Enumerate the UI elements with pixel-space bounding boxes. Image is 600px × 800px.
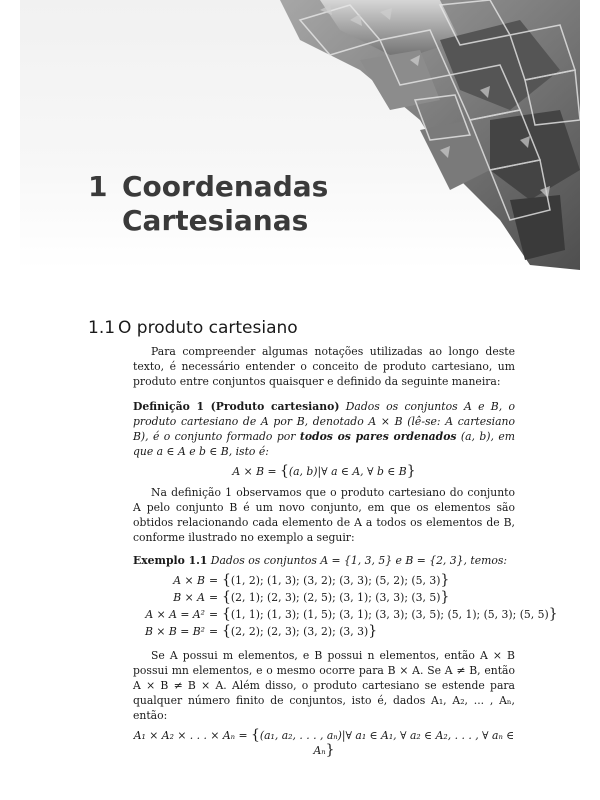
- equation-row: [143, 589, 560, 606]
- equation-equals: =: [208, 574, 218, 587]
- equation-row: [143, 572, 560, 589]
- chapter-heading: [88, 170, 328, 238]
- example-text: Dados os conjuntos A = {1, 3, 5} e B = {2, 3}, temos:: [210, 554, 508, 567]
- definition-formula-rhs: (a, b)|∀ a ∈ A, ∀ b ∈ B: [288, 465, 407, 478]
- definition-block: [133, 399, 515, 459]
- section-title: O produto cartesiano: [118, 318, 298, 338]
- chapter-title-line2: Cartesianas: [122, 204, 309, 237]
- equation-lhs: B × B = B²: [145, 625, 205, 638]
- equation-rhs: {(1, 1); (1, 3); (1, 5); (3, 1); (3, 3); (3, 5); (5, 1); (5, 3); (5, 5)}: [222, 606, 558, 622]
- paragraph-3: Se A possui m elementos, e B possui n elementos, então A × B possui mn elementos, e o mesmo ocorre para B × A. Se A ≠ B, então A × B ≠ B × A. Além disso, o produto cartesiano se estende para qualquer número finito de conjuntos, isto é, dados A₁, A₂, ... , Aₙ, então:: [133, 649, 515, 722]
- body-text: [133, 344, 558, 764]
- chapter-title-line1: Coordenadas: [122, 170, 329, 203]
- paragraph-2: Na definição 1 observamos que o produto cartesiano do conjunto A pelo conjunto B é um novo conjunto, em que os elementos são obtidos relacionando cada elemento de A a todos os elementos de B, conforme ilustrado no exemplo a seguir:: [133, 486, 515, 544]
- final-formula: A₁ × A₂ × . . . × Aₙ = {(a₁, a₂, . . . , aₙ)|∀ a₁ ∈ A₁, ∀ a₂ ∈ A₂, . . . , ∀ aₙ ∈ Aₙ}: [133, 727, 515, 758]
- equation-equals: =: [208, 608, 218, 621]
- definition-label: Definição 1 (Produto cartesiano): [133, 400, 340, 413]
- equation-equals: =: [208, 625, 218, 638]
- definition-text-a: Dados os conjuntos A e B, o produto cartesiano de A por B, denotado A × B (lê-se: A cartesiano B), é o conjunto formado por: [133, 400, 515, 443]
- example-label: Exemplo 1.1: [133, 554, 208, 567]
- equation-row: [143, 623, 560, 640]
- equation-row: [143, 606, 560, 623]
- final-formula-lhs: A₁ × A₂ × . . . × Aₙ =: [133, 729, 251, 742]
- example-equations: [143, 572, 560, 640]
- final-formula-rhs: (a₁, a₂, . . . , aₙ)|∀ a₁ ∈ A₁, ∀ a₂ ∈ A₂, . . . , ∀ aₙ ∈ Aₙ: [259, 729, 515, 757]
- section-heading: [88, 318, 298, 338]
- definition-formula: A × B = {(a, b)|∀ a ∈ A, ∀ b ∈ B}: [232, 463, 416, 479]
- definition-emphasis: todos os pares ordenados: [299, 430, 457, 443]
- equation-rhs: {(1, 2); (1, 3); (3, 2); (3, 3); (5, 2); (5, 3)}: [222, 572, 450, 588]
- equation-lhs: B × A: [173, 591, 205, 604]
- definition-text-b: (a, b), em que a ∈ A e b ∈ B, isto é:: [133, 430, 515, 458]
- example-block: [133, 553, 515, 568]
- equation-equals: =: [208, 591, 218, 604]
- equation-lhs: A × B: [173, 574, 205, 587]
- intro-paragraph: Para compreender algumas notações utilizadas ao longo deste texto, é necessário entender o conceito de produto cartesiano, um produto entre conjuntos quaisquer e definido da seguinte maneira:: [133, 345, 515, 388]
- section-number: 1.1: [88, 318, 116, 338]
- equation-lhs: A × A = A²: [145, 608, 205, 621]
- equation-rhs: {(2, 1); (2, 3); (2, 5); (3, 1); (3, 3); (3, 5)}: [222, 589, 450, 605]
- chapter-number: 1: [88, 170, 108, 203]
- definition-formula-lhs: A × B =: [232, 465, 280, 478]
- equation-rhs: {(2, 2); (2, 3); (3, 2); (3, 3)}: [222, 623, 378, 639]
